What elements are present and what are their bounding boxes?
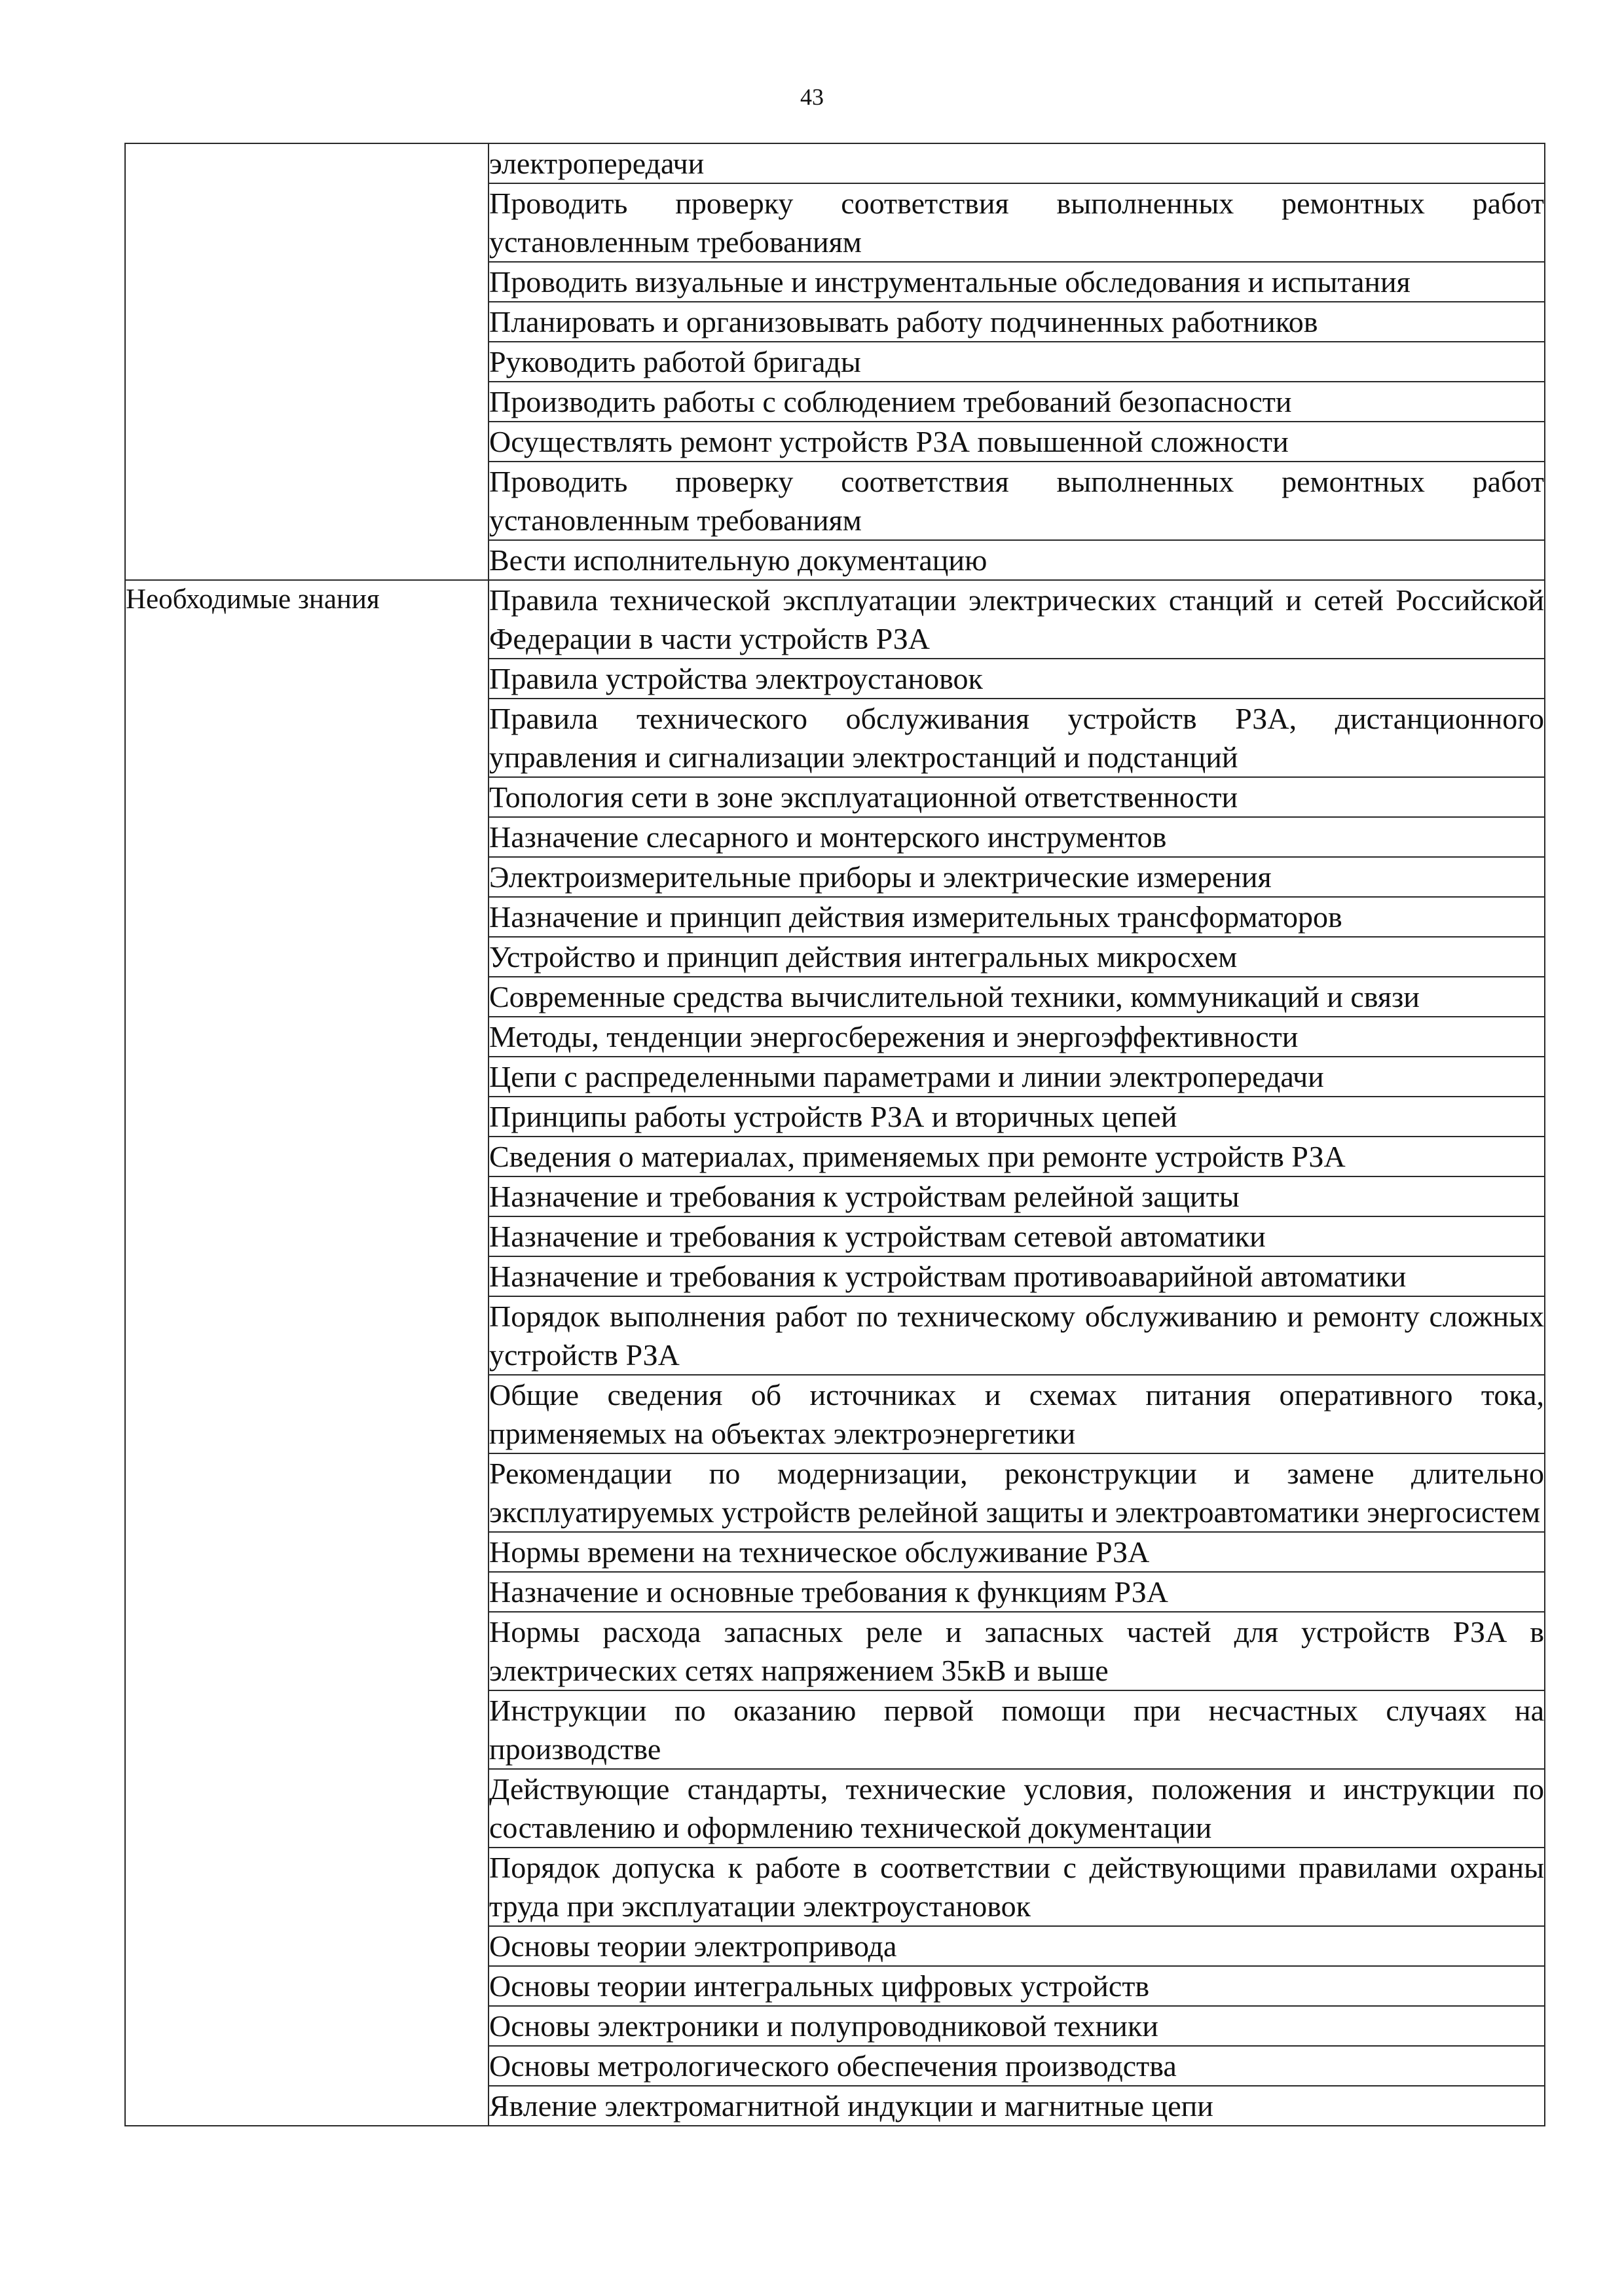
requirements-table (124, 143, 1545, 2126)
knowledge-item: Сведения о материалах, применяемых при ремонте устройств РЗА (489, 1137, 1545, 1176)
knowledge-item: Действующие стандарты, технические условия, положения и инструкции по составлению и оформлению технической документации (489, 1769, 1545, 1848)
knowledge-item: Назначение слесарного и монтерского инструментов (489, 817, 1545, 857)
knowledge-item: Назначение и основные требования к функциям РЗА (489, 1572, 1545, 1612)
skill-item: Осуществлять ремонт устройств РЗА повышенной сложности (489, 422, 1545, 462)
knowledge-item: Назначение и принцип действия измерительных трансформаторов (489, 897, 1545, 937)
knowledge-item: Электроизмерительные приборы и электрические измерения (489, 857, 1545, 897)
skill-item: Руководить работой бригады (489, 342, 1545, 382)
skill-item: Проводить проверку соответствия выполненных ремонтных работ установленным требованиям (489, 183, 1545, 262)
knowledge-item: Порядок допуска к работе в соответствии с действующими правилами охраны труда при эксплуатации электроустановок (489, 1848, 1545, 1926)
knowledge-item: Основы теории интегральных цифровых устройств (489, 1966, 1545, 2006)
knowledge-item: Рекомендации по модернизации, реконструкции и замене длительно эксплуатируемых устройств релейной защиты и электроавтоматики энергосистем (489, 1453, 1545, 1532)
knowledge-item: Общие сведения об источниках и схемах питания оперативного тока, применяемых на объектах электроэнергетики (489, 1375, 1545, 1453)
knowledge-item: Основы электроники и полупроводниковой техники (489, 2006, 1545, 2046)
table-row (125, 143, 1545, 183)
knowledge-label: Необходимые знания (125, 580, 489, 2126)
table-row (125, 580, 1545, 659)
skills-label-cell (125, 143, 489, 580)
skill-item: электропередачи (489, 143, 1545, 183)
knowledge-item: Цепи с распределенными параметрами и линии электропередачи (489, 1057, 1545, 1097)
page-number: 43 (800, 84, 824, 110)
knowledge-item: Правила технического обслуживания устройств РЗА, дистанционного управления и сигнализации электростанций и подстанций (489, 699, 1545, 777)
knowledge-item: Явление электромагнитной индукции и магнитные цепи (489, 2086, 1545, 2126)
skill-item: Проводить проверку соответствия выполненных ремонтных работ установленным требованиям (489, 462, 1545, 540)
knowledge-item: Современные средства вычислительной техники, коммуникаций и связи (489, 977, 1545, 1017)
knowledge-item: Основы метрологического обеспечения производства (489, 2046, 1545, 2086)
knowledge-item: Инструкции по оказанию первой помощи при несчастных случаях на производстве (489, 1690, 1545, 1769)
knowledge-item: Устройство и принцип действия интегральных микросхем (489, 937, 1545, 977)
knowledge-item: Нормы времени на техническое обслуживание РЗА (489, 1532, 1545, 1572)
knowledge-item: Топология сети в зоне эксплуатационной ответственности (489, 777, 1545, 817)
knowledge-item: Методы, тенденции энергосбережения и энергоэффективности (489, 1017, 1545, 1057)
knowledge-item: Принципы работы устройств РЗА и вторичных цепей (489, 1097, 1545, 1137)
knowledge-item: Назначение и требования к устройствам релейной защиты (489, 1176, 1545, 1216)
knowledge-item: Порядок выполнения работ по техническому обслуживанию и ремонту сложных устройств РЗА (489, 1296, 1545, 1375)
skill-item: Проводить визуальные и инструментальные обследования и испытания (489, 262, 1545, 302)
skill-item: Планировать и организовывать работу подчиненных работников (489, 302, 1545, 342)
skill-item: Вести исполнительную документацию (489, 540, 1545, 580)
knowledge-item: Правила устройства электроустановок (489, 659, 1545, 699)
knowledge-item: Основы теории электропривода (489, 1926, 1545, 1966)
knowledge-item: Нормы расхода запасных реле и запасных частей для устройств РЗА в электрических сетях напряжением 35кВ и выше (489, 1612, 1545, 1690)
skill-item: Производить работы с соблюдением требований безопасности (489, 382, 1545, 422)
knowledge-item: Правила технической эксплуатации электрических станций и сетей Российской Федерации в части устройств РЗА (489, 580, 1545, 659)
knowledge-item: Назначение и требования к устройствам сетевой автоматики (489, 1216, 1545, 1256)
knowledge-item: Назначение и требования к устройствам противоаварийной автоматики (489, 1256, 1545, 1296)
